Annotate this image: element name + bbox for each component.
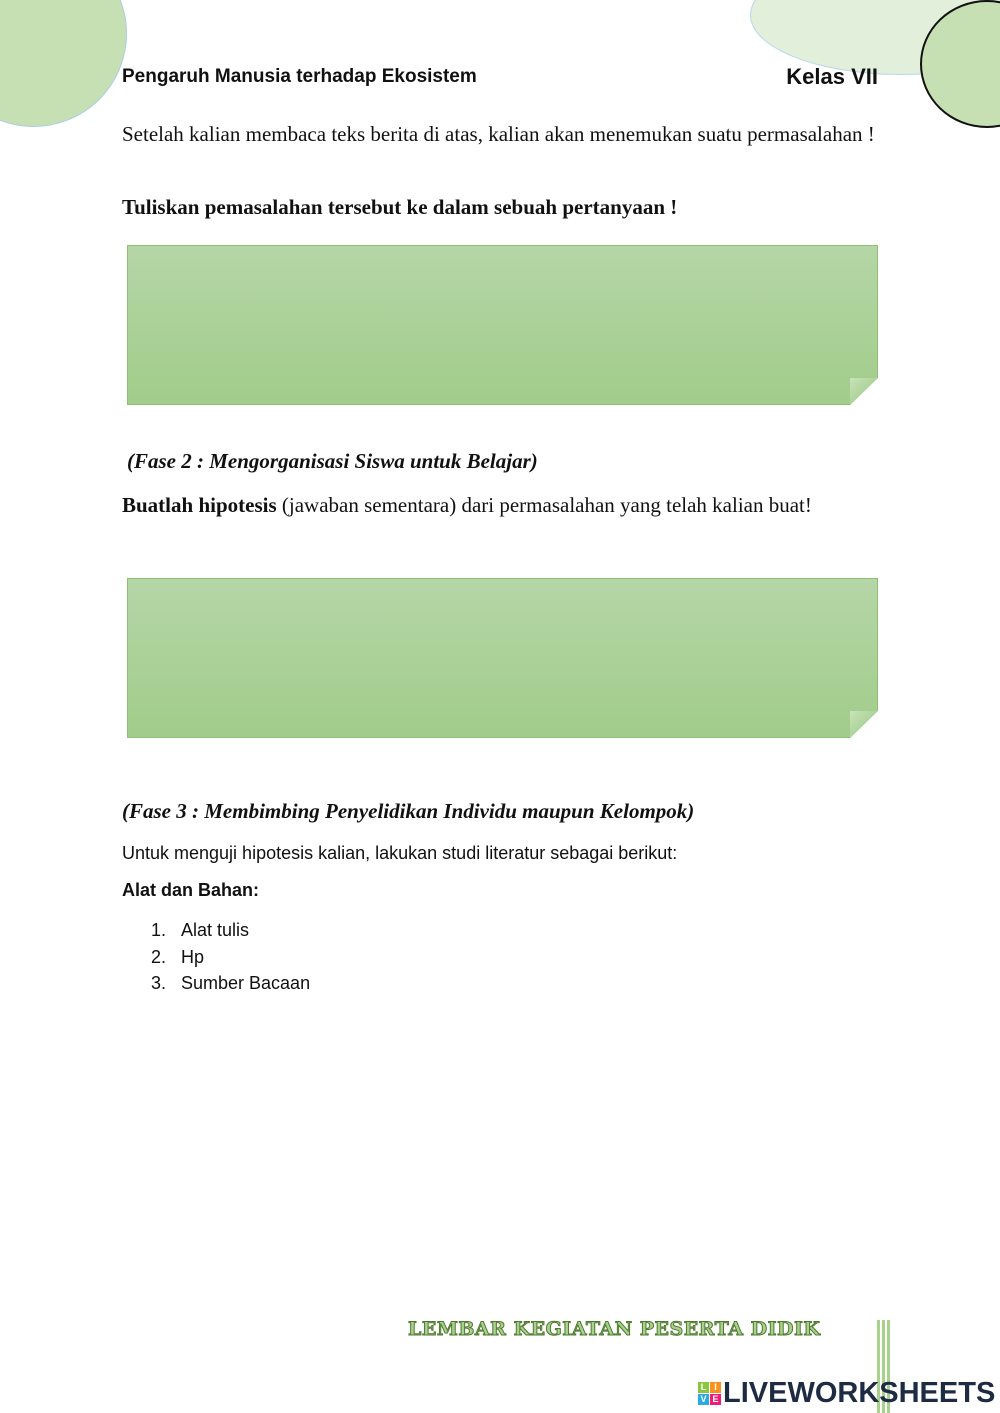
liveworksheets-logo[interactable] xyxy=(698,1376,995,1410)
materials-list xyxy=(151,917,310,997)
list-item: 2. Hp xyxy=(151,946,205,967)
liveworksheets-brand: LIVEWORKSHEETS xyxy=(723,1376,996,1409)
phase-2-title: (Fase 2 : Mengorganisasi Siswa untuk Belajar) xyxy=(127,449,538,473)
hypothesis-instruction-bold: Buatlah hipotesis xyxy=(122,493,277,517)
logo-grid-icon: L I V E xyxy=(698,1382,721,1405)
list-item: 1. Alat tulis xyxy=(151,920,250,940)
hypothesis-instruction xyxy=(122,490,878,520)
worksheet-topic: Pengaruh Manusia terhadap Ekosistem xyxy=(122,66,477,87)
hypothesis-answer-box[interactable] xyxy=(127,578,878,738)
decorative-circle-top-left xyxy=(0,0,127,127)
problem-instruction: Tuliskan pemasalahan tersebut ke dalam sebuah pertanyaan ! xyxy=(122,195,678,219)
class-label: Kelas VII xyxy=(786,64,878,89)
intro-paragraph: Setelah kalian membaca teks berita di atas, kalian akan menemukan suatu permasalahan ! xyxy=(122,122,875,146)
hypothesis-instruction-rest: (jawaban sementara) dari permasalahan yang telah kalian buat! xyxy=(276,493,812,517)
footer-title: LEMBAR KEGIATAN PESERTA DIDIK xyxy=(408,1318,821,1340)
materials-heading: Alat dan Bahan: xyxy=(122,880,260,900)
list-item: 3. Sumber Bacaan xyxy=(151,973,311,993)
problem-answer-box[interactable] xyxy=(127,245,878,405)
literature-study-intro: Untuk menguji hipotesis kalian, lakukan studi literatur sebagai berikut: xyxy=(122,843,678,863)
phase-3-title: (Fase 3 : Membimbing Penyelidikan Individu maupun Kelompok) xyxy=(122,799,695,823)
